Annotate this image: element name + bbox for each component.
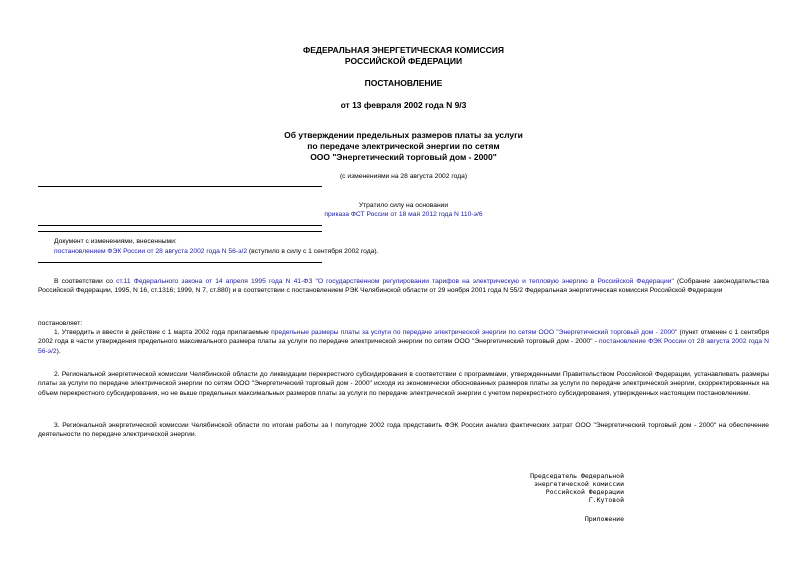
org-title-line2: РОССИЙСКОЙ ФЕДЕРАЦИИ	[344, 56, 463, 66]
amend-suffix: (вступило в силу с 1 сентября 2002 года).	[247, 248, 379, 255]
rates-link[interactable]: предельные размеры платы за услуги по передаче электрической энергии по сетям ООО "Энергетический торговый дом - 2000"	[271, 329, 678, 336]
org-title-line1: ФЕДЕРАЛЬНАЯ ЭНЕРГЕТИЧЕСКАЯ КОМИССИЯ	[302, 45, 504, 55]
doc-title-line1: Об утверждении предельных размеров платы за услуги	[284, 130, 523, 140]
signature-line3: Российской Федерации	[545, 488, 624, 496]
doc-title-line2: по передаче электрической энергии по сетям	[307, 141, 500, 151]
divider-1	[38, 186, 322, 187]
amend-link[interactable]: постановлением ФЭК России от 28 августа 2002 года N 56-э/2	[54, 248, 248, 255]
divider-4	[38, 262, 322, 263]
signature-line2: энергетической комиссии	[533, 480, 624, 488]
lost-force-text: Утратило силу на основании	[358, 202, 449, 209]
paragraph-item-3: 3. Региональной энергетической комиссии Челябинской области по итогам работы за I полугодие 2002 года представить ФЭК России анализ фактических затрат ООО "Энергетический торговый дом - 2000" на обеспечение деятельности по передаче электрической энергии.	[38, 422, 769, 439]
paragraph-preamble: В соответствии со ст.11 Федерального закона от 14 апреля 1995 года N 41-ФЗ "О государственном регулировании тарифов на электрическую и тепловую энергию в Российской Федерации" (Собрание законодательства Российской Федерации, 1995, N 16, ст.1316; 1999, N 7, ст.880) и в соответствии с постановлением РЭК Челябинской области от 29 ноября 2001 года N 55/2 Федеральная энергетическая комиссия Российской Федерации	[38, 278, 769, 295]
divider-3	[38, 231, 322, 232]
appendix-label: Приложение	[584, 515, 624, 523]
law-link[interactable]: ст.11 Федерального закона от 14 апреля 1995 года N 41-ФЗ "О государственном регулировании тарифов на электрическую и тепловую энергию в Российской Федерации"	[116, 278, 674, 285]
divider-2	[38, 225, 322, 226]
lost-force-link[interactable]: приказа ФСТ России от 18 мая 2012 года N 110-э/6	[324, 211, 483, 218]
doc-type: ПОСТАНОВЛЕНИЕ	[364, 78, 443, 88]
amend-decree-link[interactable]: постановление ФЭК России от 28 августа 2002 года N 56-э/2	[38, 338, 769, 355]
signature-name: Г.Кутовой	[588, 496, 624, 504]
doc-title-line3: ООО "Энергетический торговый дом - 2000"	[310, 152, 497, 162]
amend-label: Документ с изменениями, внесенными:	[54, 238, 177, 245]
amend-line	[54, 247, 378, 256]
decree-word: постановляет:	[38, 320, 83, 327]
signature-line1: Председатель Федеральной	[530, 472, 624, 480]
amendments-note: (с изменениями на 28 августа 2002 года)	[339, 173, 468, 180]
paragraph-item-2: 2. Региональной энергетической комиссии Челябинской области до ликвидации перекрестного субсидирования в соответствии с программами, утвержденными Правительством Российской Федерации, устанавливать размеры платы за услуги по передаче электрической энергии по сетям ООО "Энергетический торговый дом - 2000" исходя из экономически обоснованных размеров платы за услуги по передаче электрической энергии, скорректированных на объем перекрестного субсидирования, но не выше предельных максимальных размеров платы за услуги по передаче электрической энергии с учетом перекрестного субсидирования, утвержденных настоящим постановлением.	[38, 371, 769, 397]
paragraph-item-1: 1. Утвердить и ввести в действие с 1 марта 2002 года прилагаемые предельные размеры платы за услуги по передаче электрической энергии по сетям ООО "Энергетический торговый дом - 2000" (пункт отменен с 1 сентября 2002 года в части утверждения предельного максимального размера платы за услуги по передаче электрической энергии по сетям ООО "Энергетический торговый дом - 2000" - постановление ФЭК России от 28 августа 2002 года N 56-э/2).	[38, 329, 770, 355]
doc-date-number: от 13 февраля 2002 года N 9/3	[340, 100, 467, 110]
